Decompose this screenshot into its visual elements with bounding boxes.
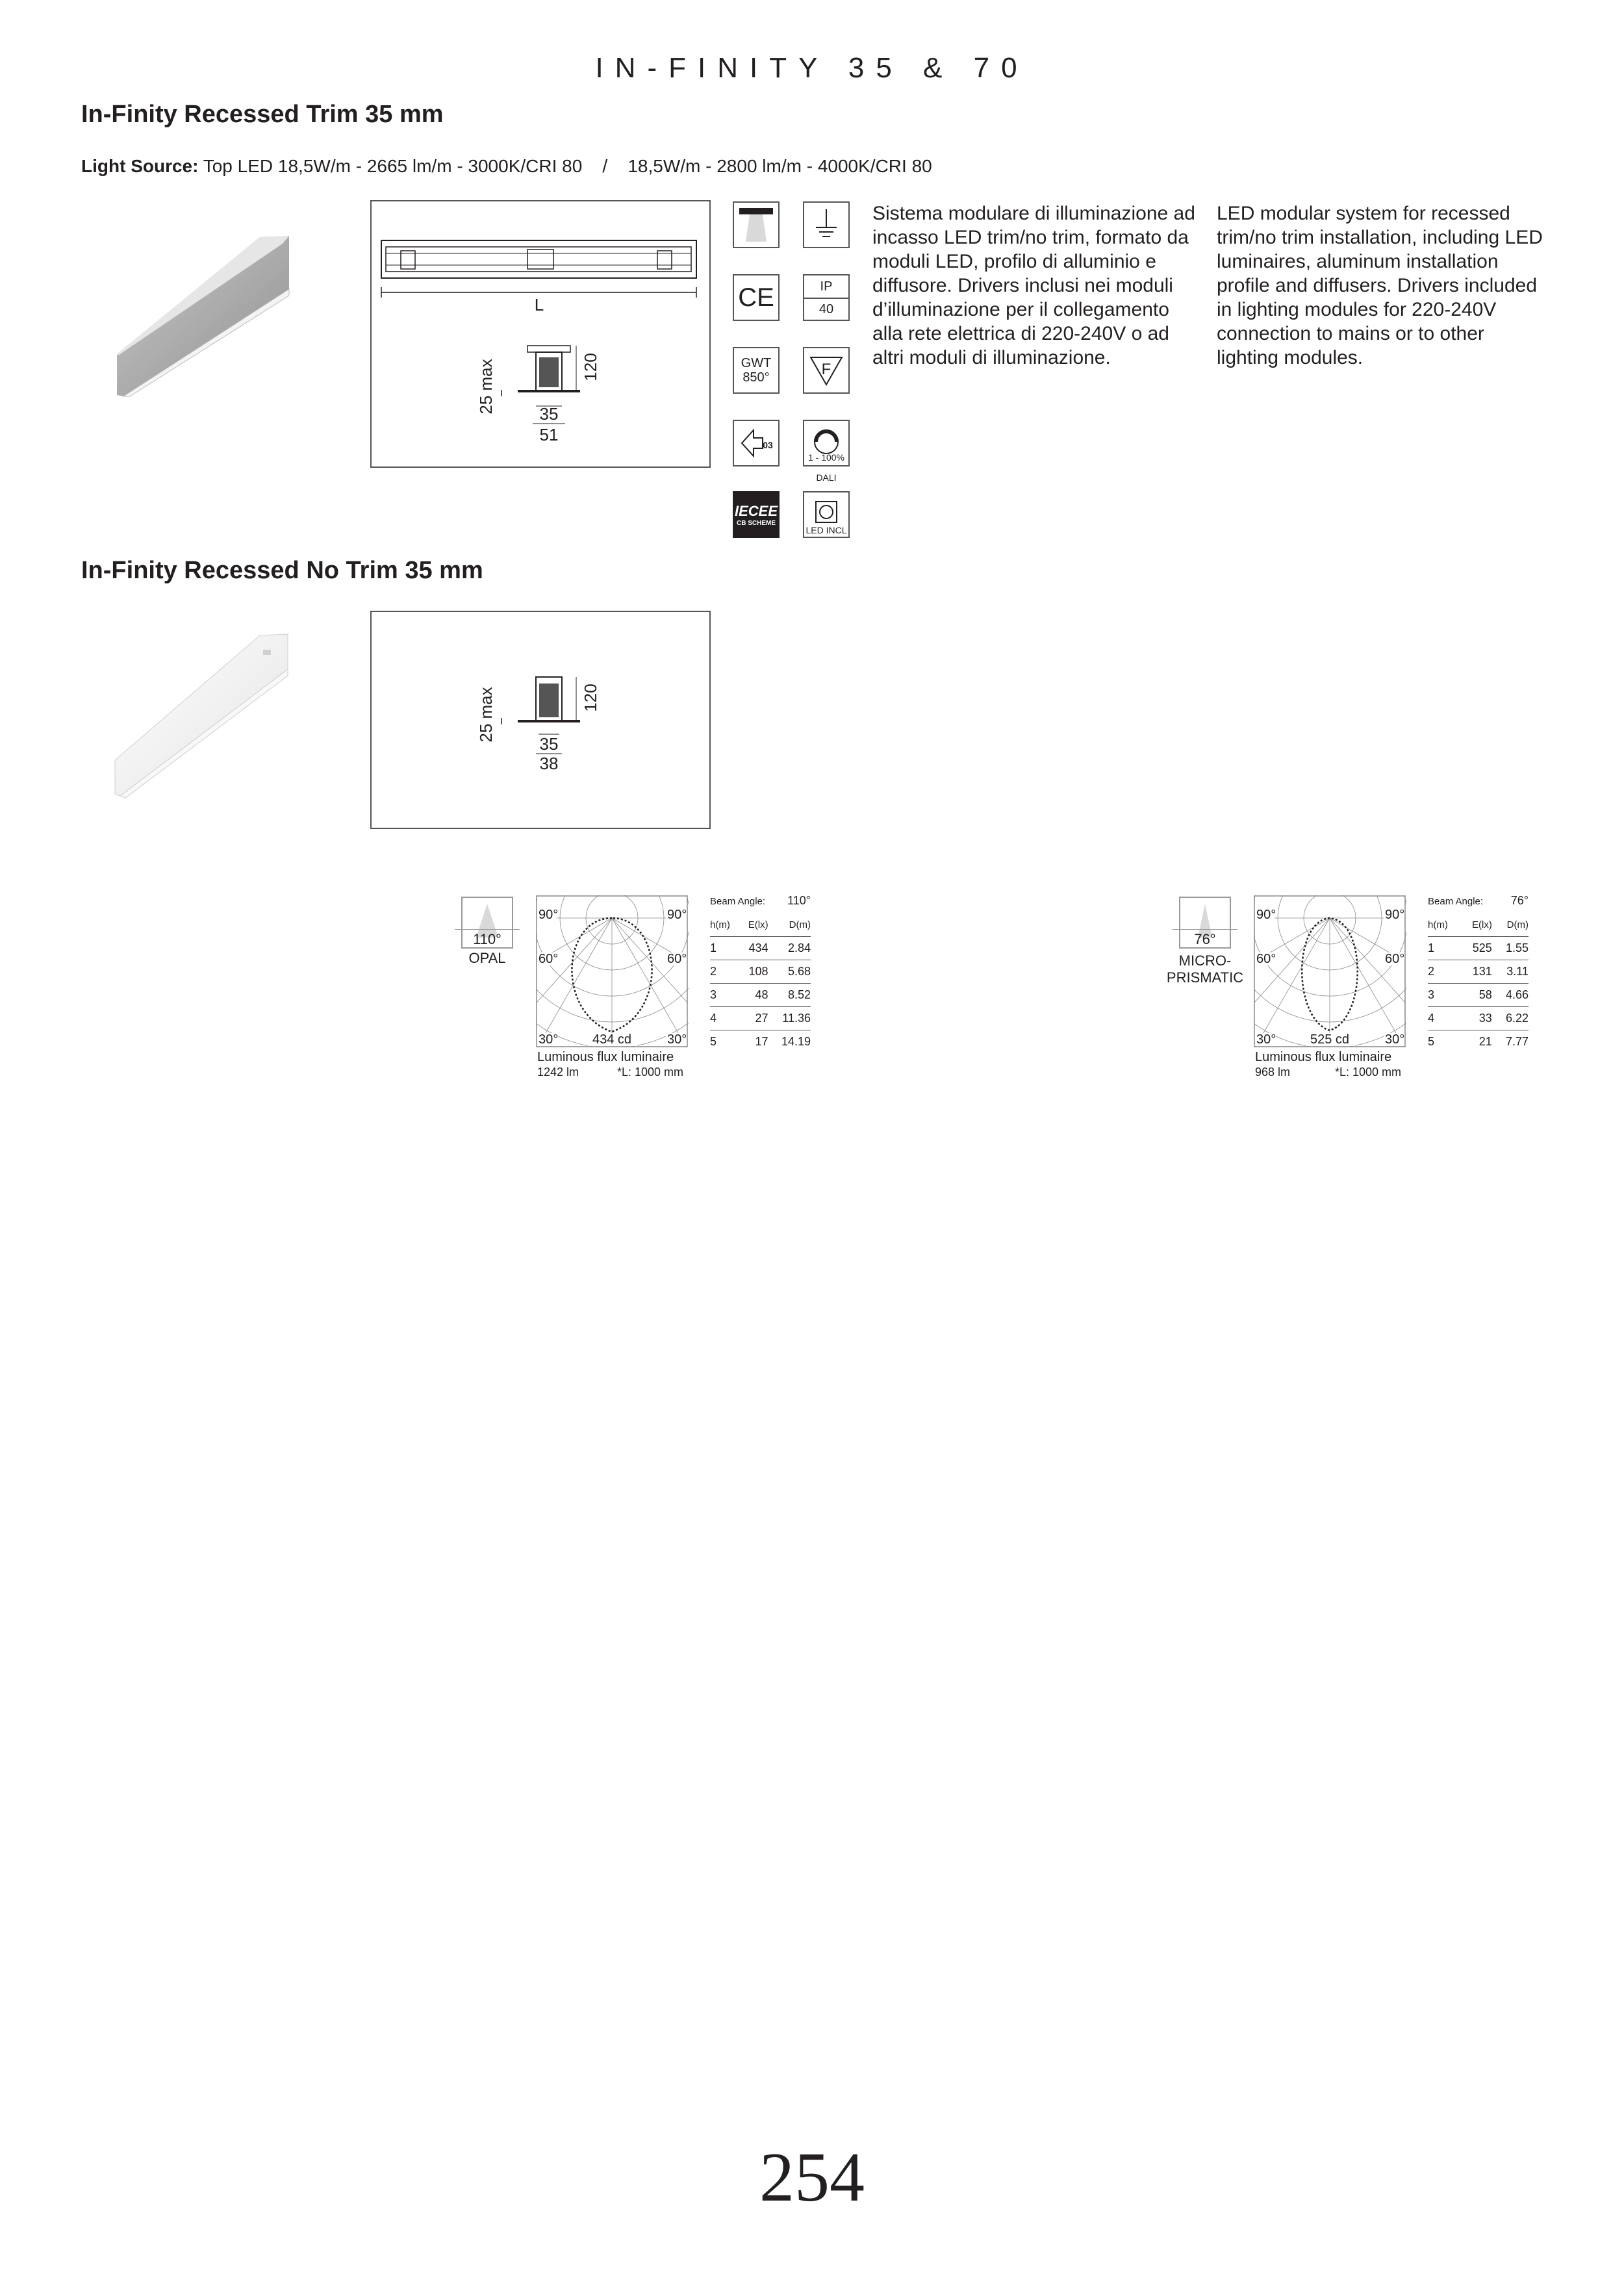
dim-width-inner-2: 35 (539, 734, 559, 754)
light-source-value: Top LED 18,5W/m - 2665 lm/m - 3000K/CRI 80 / 18,5W/m - 2800 lm/m - 4000K/CRI 80 (203, 156, 932, 176)
page-number: 254 (759, 2139, 865, 2216)
microprismatic-flux-note: *L: 1000 mm (1335, 1066, 1402, 1079)
ce-mark-icon: CE (733, 274, 780, 321)
light-source-label: Light Source: (81, 156, 199, 176)
svg-text:90°: 90° (1385, 908, 1405, 922)
opal-max-cd: 434 cd (592, 1032, 632, 1047)
table-row: 5 17 14.19 (710, 1035, 811, 1048)
microprismatic-polar-diagram (1254, 895, 1406, 1051)
table-row: 2 108 5.68 (710, 960, 811, 984)
svg-text:60°: 60° (1385, 952, 1405, 966)
opal-angle-label: 110° (455, 929, 520, 948)
product-photo-trim (110, 231, 305, 406)
microprismatic-angle-label: 76° (1173, 929, 1237, 948)
table-row: 1 525 1.55 (1428, 937, 1529, 960)
svg-text:03: 03 (763, 440, 773, 450)
table-row: 4 33 6.22 (1428, 1007, 1529, 1030)
microprismatic-flux-title: Luminous flux luminaire (1255, 1050, 1392, 1064)
table-row: 3 48 8.52 (710, 984, 811, 1007)
dim-depth: 25 max (476, 359, 496, 415)
ip-rating-icon: IP 40 (803, 274, 850, 321)
series-title: IN-FINITY 35 & 70 (595, 52, 1029, 84)
energy-class-icon (733, 420, 780, 466)
glow-wire-test-icon: GWT 850° (733, 347, 780, 394)
microprismatic-polar-svg (1254, 895, 1406, 1047)
opal-flux-note: *L: 1000 mm (617, 1066, 684, 1079)
beam-direction-icon (733, 201, 780, 248)
microprismatic-max-cd: 525 cd (1310, 1032, 1350, 1047)
led-included-caption: LED INCL (806, 525, 847, 535)
dimming-caption-dali: DALI (816, 472, 837, 483)
dim-width-outer: 51 (539, 425, 559, 444)
svg-text:30°: 30° (1385, 1032, 1405, 1047)
opal-beam-table: Beam Angle: 110° h(m) E(lx) D(m) 1 434 2.84 2 108 5.68 3 48 8.52 4 27 11.36 5 17 14.19 (710, 894, 811, 1053)
description-italian: Sistema modulare di illuminazione ad incasso LED trim/no trim, formato da moduli LED, profilo di alluminio e diffusore. Drivers inclusi nei moduli d’illuminazione per il collegamento alla rete elettrica di 220-240V o ad altri moduli di illuminazione. (872, 203, 1195, 368)
f-mark-icon (803, 347, 850, 394)
microprismatic-flux-value: 968 lm (1255, 1066, 1291, 1079)
microprismatic-name-label: MICRO- PRISMATIC (1166, 952, 1244, 986)
svg-text:90°: 90° (539, 908, 559, 922)
opal-polar-svg (536, 895, 689, 1047)
drawing-svg-no-trim (372, 612, 709, 828)
svg-text:60°: 60° (667, 952, 687, 966)
section-title-trim: In-Finity Recessed Trim 35 mm (81, 101, 444, 128)
table-row: 3 58 4.66 (1428, 984, 1529, 1007)
table-row: 5 21 7.77 (1428, 1035, 1529, 1048)
svg-text:90°: 90° (1256, 908, 1276, 922)
technical-drawing-trim (370, 200, 711, 468)
technical-drawing-no-trim (370, 611, 711, 829)
table-row: 2 131 3.11 (1428, 960, 1529, 984)
svg-text:60°: 60° (1256, 952, 1276, 966)
opal-name-label: OPAL (468, 950, 506, 966)
microprismatic-beam-table: Beam Angle: 76° h(m) E(lx) D(m) 1 525 1.55 2 131 3.11 3 58 4.66 4 33 6.22 5 21 7.77 (1428, 894, 1529, 1053)
dimming-caption-range: 1 - 100% (807, 452, 845, 463)
table-row: 4 27 11.36 (710, 1007, 811, 1030)
svg-text:F: F (821, 361, 831, 378)
dim-height-2: 120 (581, 683, 600, 712)
light-source-line (81, 156, 932, 177)
svg-text:30°: 30° (539, 1032, 559, 1047)
svg-text:90°: 90° (667, 908, 687, 922)
section-title-no-trim: In-Finity Recessed No Trim 35 mm (81, 557, 483, 584)
svg-text:60°: 60° (539, 952, 559, 966)
opal-flux-title: Luminous flux luminaire (537, 1050, 674, 1064)
iecee-cb-scheme-icon: IECEE CB SCHEME (733, 491, 780, 538)
dim-length: L (534, 295, 544, 314)
dim-width-inner: 35 (539, 404, 559, 424)
ground-symbol-icon (803, 201, 850, 248)
table-row: 1 434 2.84 (710, 937, 811, 960)
description-english: LED modular system for recessed trim/no trim installation, including LED luminaires, aluminum installation profile and diffusers. Drivers included in lighting modules for 220-240V connection to mains or to other lighting modules. (1217, 203, 1543, 368)
opal-polar-diagram (536, 895, 689, 1051)
svg-text:30°: 30° (667, 1032, 687, 1047)
dim-height: 120 (581, 353, 600, 381)
drawing-svg-trim (372, 201, 709, 466)
opal-flux-value: 1242 lm (537, 1066, 579, 1079)
svg-text:30°: 30° (1256, 1032, 1276, 1047)
dim-width-outer-2: 38 (539, 754, 559, 773)
dim-depth-2: 25 max (476, 687, 496, 743)
product-photo-no-trim (107, 630, 302, 802)
